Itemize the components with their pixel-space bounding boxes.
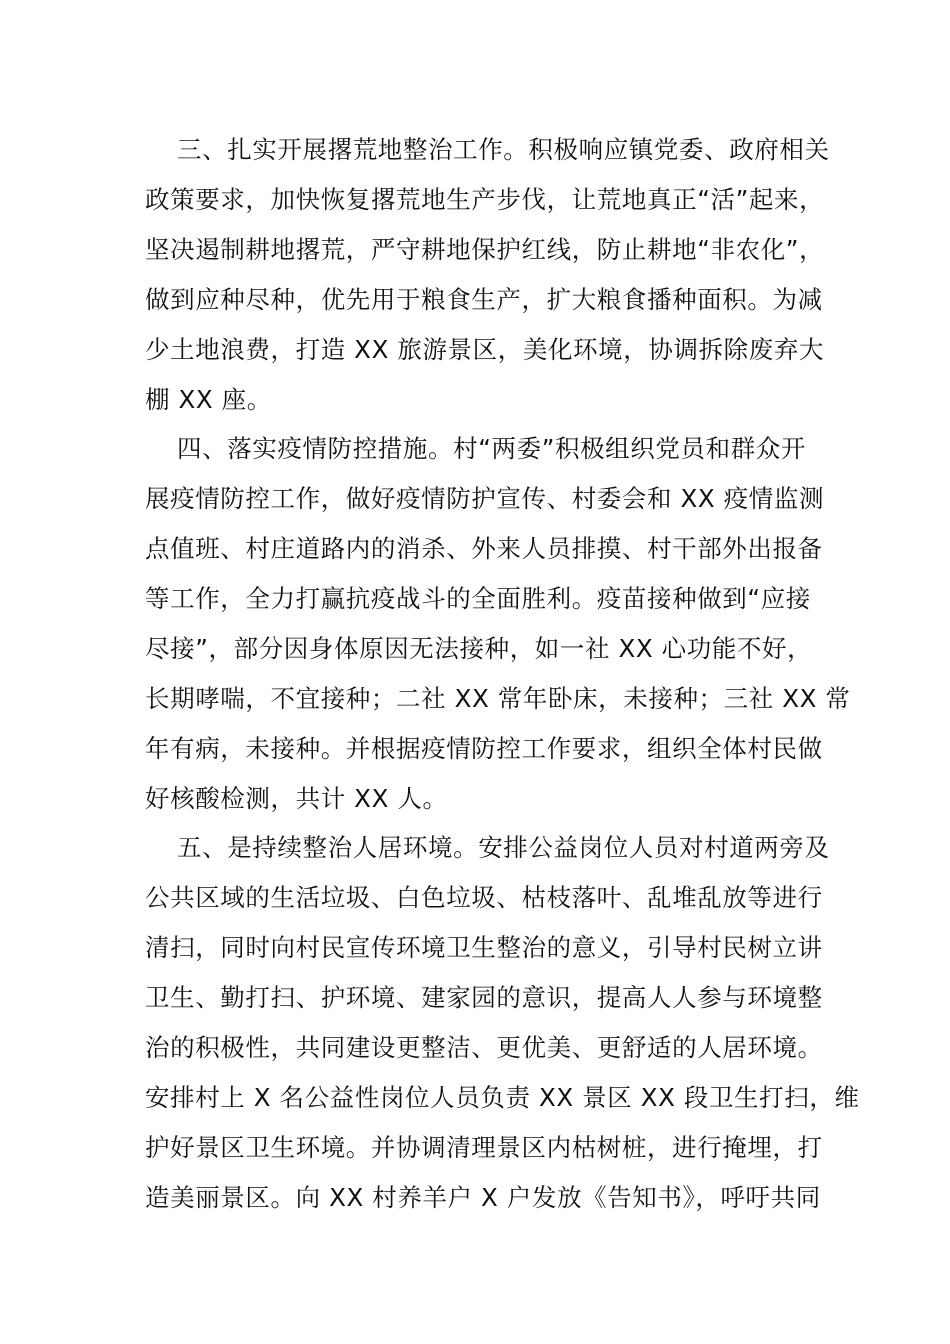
paragraph-4-line-7: 年有病，未接种。并根据疫情防控工作要求，组织全体村民做: [145, 734, 823, 763]
paragraph-5-line-4: 卫生、勤打扫、护环境、建家园的意识，提高人人参与环境整: [145, 983, 823, 1012]
paragraph-4-line-5: 尽接”，部分因身体原因无法接种，如一社 XX 心功能不好，: [145, 634, 813, 663]
paragraph-3-line-1: 三、扎实开展撂荒地整治工作。积极响应镇党委、政府相关: [177, 135, 830, 164]
paragraph-5-line-8: 造美丽景区。向 XX 村养羊户 X 户发放《告知书》，呼吁共同: [145, 1183, 821, 1212]
paragraph-4-line-2: 展疫情防控工作，做好疫情防护宣传、村委会和 XX 疫情监测: [145, 484, 825, 513]
paragraph-5-line-1: 五、是持续整治人居环境。安排公益岗位人员对村道两旁及: [177, 833, 830, 862]
paragraph-3-line-4: 做到应种尽种，优先用于粮食生产，扩大粮食播种面积。为减: [145, 285, 823, 314]
paragraph-5-line-6: 安排村上 X 名公益性岗位人员负责 XX 景区 XX 段卫生打扫，维: [145, 1083, 860, 1112]
paragraph-4-line-6: 长期哮喘，不宜接种；二社 XX 常年卧床，未接种；三社 XX 常: [145, 684, 851, 713]
paragraph-5-line-7: 护好景区卫生环境。并协调清理景区内枯树桩，进行掩埋，打: [145, 1133, 823, 1162]
paragraph-5-line-2: 公共区域的生活垃圾、白色垃圾、枯枝落叶、乱堆乱放等进行: [145, 883, 823, 912]
paragraph-5-line-5: 治的积极性，共同建设更整洁、更优美、更舒适的人居环境。: [145, 1033, 823, 1062]
paragraph-3-line-6: 棚 XX 座。: [145, 385, 272, 414]
paragraph-4-line-3: 点值班、村庄道路内的消杀、外来人员排摸、村干部外出报备: [145, 534, 823, 563]
paragraph-3-line-5: 少土地浪费，打造 XX 旅游景区，美化环境，协调拆除废弃大: [145, 335, 825, 364]
paragraph-5-line-3: 清扫，同时向村民宣传环境卫生整治的意义，引导村民树立讲: [145, 933, 823, 962]
paragraph-4-line-8: 好核酸检测，共计 XX 人。: [145, 784, 448, 813]
paragraph-3-line-3: 坚决遏制耕地撂荒，严守耕地保护红线，防止耕地“非农化”，: [145, 235, 825, 264]
paragraph-3-line-2: 政策要求，加快恢复撂荒地生产步伐，让荒地真正“活”起来，: [145, 185, 825, 214]
paragraph-4-line-4: 等工作，全力打赢抗疫战斗的全面胜利。疫苗接种做到“应接: [145, 584, 811, 613]
paragraph-4-line-1: 四、落实疫情防控措施。村“两委”积极组织党员和群众开: [177, 434, 806, 463]
